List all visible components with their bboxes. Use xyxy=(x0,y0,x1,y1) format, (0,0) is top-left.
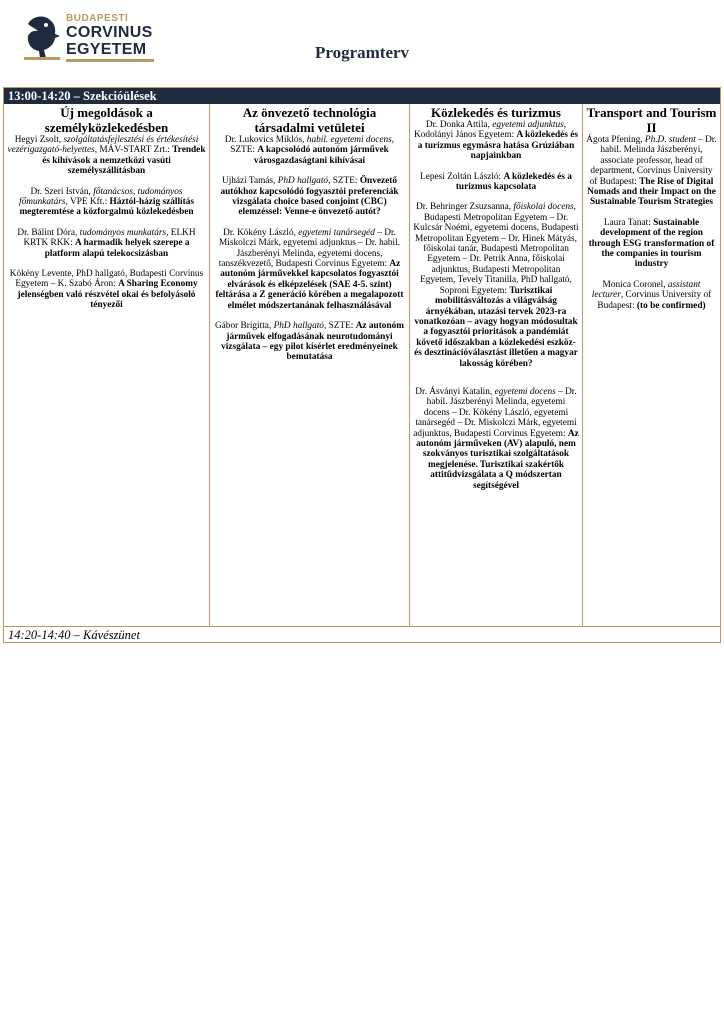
talk-item: Laura Tanat: Sustainable development of the region through ESG transformation of the companies in tourism industry xyxy=(588,217,715,270)
session-time-header: 13:00-14:20 – Szekcióülések xyxy=(4,88,720,104)
program-table xyxy=(3,87,721,643)
column-transport-tourism xyxy=(582,104,720,626)
talk-item: Dr. Kökény László, egyetemi tanársegéd – Dr. Miskolczi Márk, egyetemi adjunktus – Dr. habil. Jászberényi Melinda, egyetemi docens, tanszékvezető, Budapesti Corvinus Egyetem: Az autonóm járművekkel kapcsolatos fogyasztói elvárások és elképzelések (SAE 4-5. szint) feltárása a Z generáció körében a megalapozott elmélet módszertanának felhasználásával xyxy=(215,227,404,311)
talk-item: Dr. Lukovics Miklós, habil. egyetemi docens, SZTE: A kapcsolódó autonóm járművek városgazdaságtani kihívásai xyxy=(224,135,395,166)
talk-item: Dr. Donka Attila, egyetemi adjunktus, Kodolányi János Egyetem: A közlekedés és a turizmus egymásra hatása Grúziában napjainkban xyxy=(414,120,578,162)
column-uj-megoldasok xyxy=(4,104,209,626)
column-onvezeto xyxy=(209,104,409,626)
talk-item: Gábor Brigitta, PhD hallgató, SZTE: Az autonóm járművek elfogadásának neurotudományi vizsgálata – egy pilot kísérlet eredményeinek bemutatása xyxy=(214,321,405,363)
logo-line-3: EGYETEM xyxy=(66,41,147,58)
talk-item: Monica Coronel, assistant lecturer, Corvinus University of Budapest: (to be confirmed) xyxy=(591,279,712,311)
logo-line-2: CORVINUS xyxy=(66,24,153,41)
talk-item: Hegyi Zsolt, szolgáltatásfejlesztési és értékesítési vezérigazgató-helyettes, MÁV-START Zrt.: Trendek és kihívások a nemzetközi vasúti személyszállításban xyxy=(7,135,206,177)
talk-item: Dr. Szeri István, főtanácsos, tudományos főmunkatárs, VPE Kft.: Háztól-házig szállítás megteremtése a közforgalmú közlekedésben xyxy=(19,186,194,218)
column-title: Transport and Tourism II xyxy=(586,105,717,135)
column-title: Új megoldások a személyközlekedésben xyxy=(44,105,169,135)
talk-item: Dr. Behringer Zsuzsanna, főiskolai docens, Budapesti Metropolitan Egyetem – Dr. Kulcsár Noémi, egyetemi docens, Budapesti Metropolitan Egyetem – Dr. Hinek Mátyás, főiskolai tanár, Budapesti Metropolitan Egyetem – Dr. Petrik Anna, főiskolai adjunktus, Budapesti Metropolitan Egyetem, Tevely Titanilla, PhD hallgató, Soproni Egyetem: Turisztikai mobilitásváltozás a világválság árnyékában, utazási tervek 2023-ra vonatkozóan – avagy hogyan módosultak a fogyasztói prioritások a pandémiát követő időszakban a közlekedési eszköz- és desztinációválasztást illetően a magyar lakosság körében? xyxy=(413,202,579,369)
talk-item: Lepesi Zoltán László: A közlekedés és a turizmus kapcsolata xyxy=(420,171,572,193)
talk-item: Dr. Ásványi Katalin, egyetemi docens – Dr. habil. Jászberényi Melinda, egyetemi docens – Dr. Kökény László, egyetemi tanársegéd – Dr. Miskolczi Márk, egyetemi adjunktus, Budapesti Corvinus Egyetem: Az autonóm járműveken (AV) alapuló, nem szokványos turisztikai szolgáltatások megjelenése. Turisztikai szakértők attitűdvizsgálata a Q módszertan segítségével xyxy=(413,386,579,491)
talk-item: Ujházi Tamás, PhD hallgató, SZTE: Önvezető autókhoz kapcsolódó fogyasztói preferenciák vizsgálata choice based conjoint (CBC) elemzéssel: Venne-e önvezető autót? xyxy=(220,176,399,218)
page-title: Programterv xyxy=(314,43,410,62)
logo-line-1: BUDAPESTI xyxy=(66,13,129,24)
coffee-break-row: 14:20-14:40 – Kávészünet xyxy=(4,626,720,642)
talk-item: Ágota Pfening, Ph.D. student – Dr. habil. Melinda Jászberényi, associate professor, head of department, Corvinus University of Budapest: The Rise of Digital Nomads and their Impact on the Sustainable Tourism Strategies xyxy=(586,135,717,208)
column-title: Az önvezető technológia társadalmi vetületei xyxy=(242,105,377,135)
column-title: Közlekedés és turizmus xyxy=(431,105,561,120)
talk-item: Kökény Levente, PhD hallgató, Budapesti Corvinus Egyetem – K. Szabó Áron: A Sharing Economy jelenségben való részvétel okai és befolyásoló tényezői xyxy=(9,269,204,311)
column-kozlekedes-turizmus xyxy=(409,104,582,626)
talk-item: Dr. Bálint Dóra, tudományos munkatárs, ELKH KRTK RKK: A harmadik helyek szerepe a platform alapú telekocsizásban xyxy=(17,227,196,259)
